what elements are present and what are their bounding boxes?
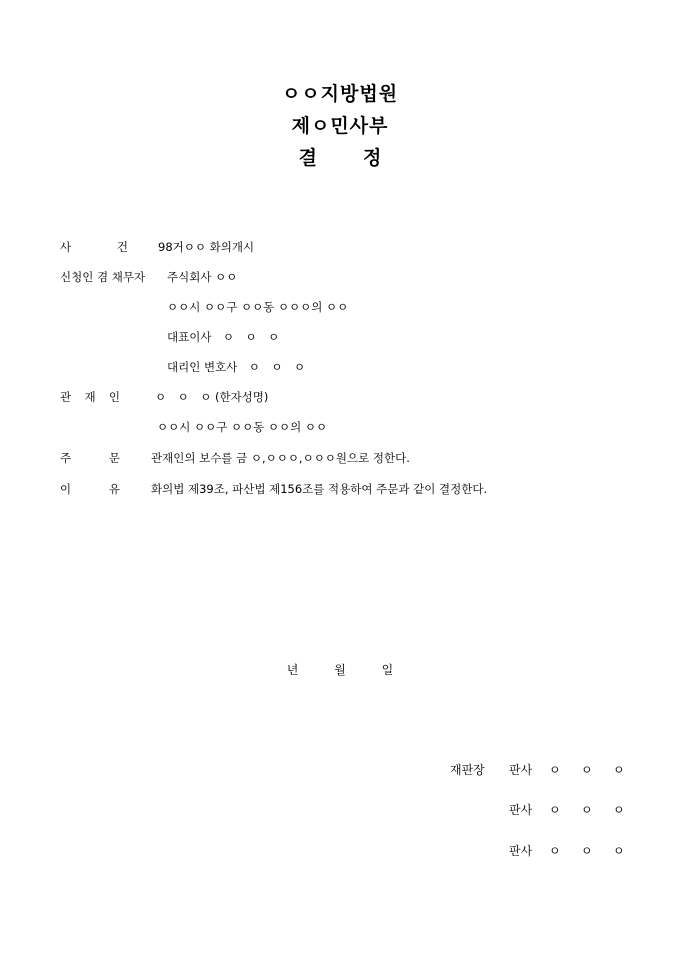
presiding-judge-title: 재판장 xyxy=(450,763,485,777)
order-label-char-2: 문 xyxy=(108,451,120,465)
date-year: 년 xyxy=(286,663,299,677)
reason-label-char-1: 이 xyxy=(60,482,72,496)
date-day: 일 xyxy=(381,663,394,677)
judge-3-name-char-2: ㅇ xyxy=(581,844,593,858)
administrator-label xyxy=(60,389,120,405)
judge-1-name-char-3: ㅇ xyxy=(613,763,625,777)
case-value: 98거ㅇㅇ 화의개시 xyxy=(158,240,255,254)
judge-3-name-char-3: ㅇ xyxy=(613,844,625,858)
court-name: ㅇㅇ지방법원 xyxy=(281,83,399,105)
administrator-label-char-2: 재 xyxy=(84,390,96,404)
judge-3-role: 판사 xyxy=(509,844,533,858)
order-label-char-1: 주 xyxy=(60,451,72,465)
administrator-label-char-3: 인 xyxy=(108,390,120,404)
case-label-char-1: 사 xyxy=(60,240,72,254)
reason-label xyxy=(60,481,120,497)
administrator-address: ㅇㅇ시 ㅇㅇ구 ㅇㅇ동 ㅇㅇ의 ㅇㅇ xyxy=(157,420,328,434)
applicant-label: 신청인 겸 채무자 xyxy=(60,270,146,284)
judge-2-name-char-3: ㅇ xyxy=(613,803,625,817)
reason-label-char-2: 유 xyxy=(108,482,120,496)
administrator-label-char-1: 관 xyxy=(60,390,72,404)
decision-date xyxy=(0,662,680,678)
document-type-char-2: 정 xyxy=(363,147,382,169)
applicant-name: 주식회사 ㅇㅇ xyxy=(167,270,238,284)
judge-2-role: 판사 xyxy=(509,803,533,817)
judge-1-role: 판사 xyxy=(509,763,533,777)
division-name: 제ㅇ민사부 xyxy=(291,115,389,137)
judge-2-name-char-1: ㅇ xyxy=(549,803,561,817)
case-label-char-2: 건 xyxy=(116,240,128,254)
document-type-char-1: 결 xyxy=(298,147,317,169)
order-label xyxy=(60,450,120,466)
date-month: 월 xyxy=(334,663,346,677)
applicant-representative: 대표이사 ㅇ ㅇ ㅇ xyxy=(167,330,280,344)
administrator-name: ㅇ ㅇ ㅇ (한자성명) xyxy=(155,390,269,404)
applicant-attorney: 대리인 변호사 ㅇ ㅇ ㅇ xyxy=(167,360,306,374)
judge-3-name-char-1: ㅇ xyxy=(549,844,561,858)
judge-2-name xyxy=(549,802,645,818)
case-label xyxy=(60,239,128,255)
judge-3-name xyxy=(549,843,645,859)
applicant-address: ㅇㅇ시 ㅇㅇ구 ㅇㅇ동 ㅇㅇㅇ의 ㅇㅇ xyxy=(167,300,349,314)
judge-1-name-char-2: ㅇ xyxy=(581,763,593,777)
judge-1-name-char-1: ㅇ xyxy=(549,763,561,777)
reason-text: 화의법 제39조, 파산법 제156조를 적용하여 주문과 같이 결정한다. xyxy=(151,482,488,496)
judge-2-name-char-2: ㅇ xyxy=(581,803,593,817)
judge-1-name xyxy=(549,762,645,778)
order-text: 관재인의 보수를 금 ㅇ,ㅇㅇㅇ,ㅇㅇㅇ원으로 정한다. xyxy=(151,451,410,465)
document-type xyxy=(0,146,680,170)
